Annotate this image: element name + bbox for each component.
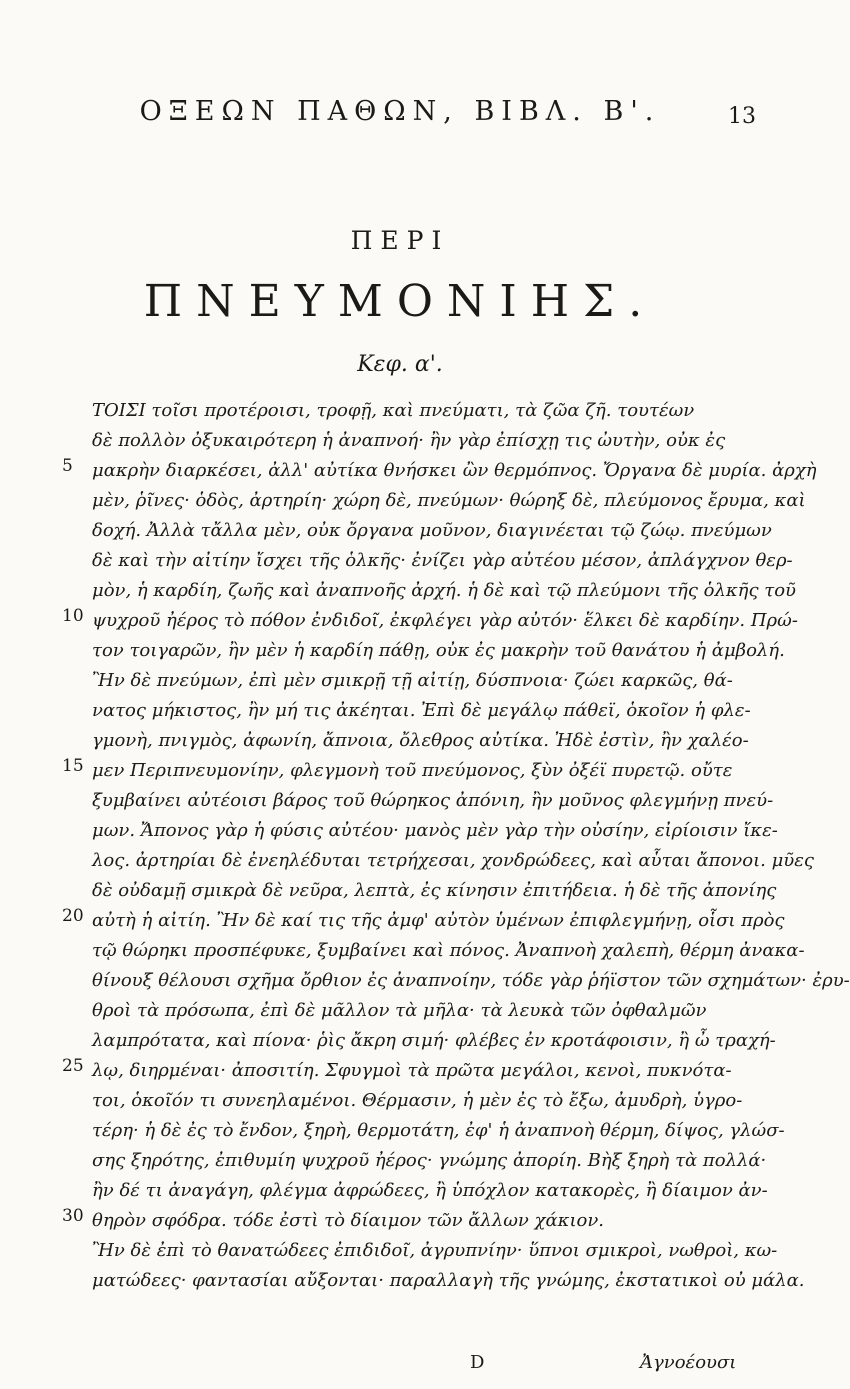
line-number: 20 (62, 906, 84, 926)
catchword: Ἀγνοέουσι (640, 1352, 737, 1373)
text-line: μακρὴν διαρκέσει, ἀλλ' αὐτίκα θνήσκει ὢν θερμόπνος. Ὄργανα δὲ μυρία. ἀρχὴ (92, 460, 817, 481)
text-line: αὐτὴ ἡ αἰτίη. Ἢν δὲ καί τις τῆς ἀμφ' αὐτὸν ὑμένων ἐπιφλεγμήνῃ, οἷσι πρὸς (92, 910, 785, 931)
text-line: Ἢν δὲ πνεύμων, ἐπὶ μὲν σμικρῇ τῇ αἰτίῃ, δύσπνοια· ζώει καρκῶς, θά- (92, 670, 733, 691)
running-head: ΟΞΕΩΝ ΠΑΘΩΝ, ΒΙΒΛ. Β'. (139, 96, 661, 127)
line-number: 15 (62, 756, 84, 776)
text-line: τον τοιγαρῶν, ἢν μὲν ἡ καρδίη πάθῃ, οὐκ ἐς μακρὴν τοῦ θανάτου ἡ ἀμβολή. (92, 640, 785, 661)
text-line: θίνουξ θέλουσι σχῆμα ὄρθιον ἐς ἀναπνοίην, τόδε γὰρ ῥήϊστον τῶν σχημάτων· ἐρυ- (92, 970, 850, 991)
text-line: μων. Ἄπονος γὰρ ἡ φύσις αὐτέου· μανὸς μὲν γὰρ τὴν οὐσίην, εἰρίοισιν ἴκε- (92, 820, 778, 841)
signature-mark: D (470, 1352, 485, 1373)
text-line: λαμπρότατα, καὶ πίονα· ῥὶς ἄκρη σιμή· φλέβες ἐν κροτάφοισιν, ἢ ὦ τραχή- (92, 1030, 776, 1051)
text-line: θροὶ τὰ πρόσωπα, ἐπὶ δὲ μᾶλλον τὰ μῆλα· τὰ λευκὰ τῶν ὀφθαλμῶν (92, 1000, 707, 1021)
text-line: δοχή. Ἀλλὰ τἄλλα μὲν, οὐκ ὄργανα μοῦνον, διαγινέεται τῷ ζώῳ. πνεύμων (92, 520, 772, 541)
text-line: σης ξηρότης, ἐπιθυμίη ψυχροῦ ἠέρος· γνώμης ἀπορίη. Βὴξ ξηρὴ τὰ πολλά· (92, 1150, 767, 1171)
text-line: τοι, ὁκοῖόν τι συνεηλαμένοι. Θέρμασιν, ἡ μὲν ἐς τὸ ἔξω, ἀμυδρὴ, ὑγρο- (92, 1090, 743, 1111)
line-number: 5 (62, 456, 73, 476)
text-line: ψυχροῦ ἠέρος τὸ πόθον ἐνδιδοῖ, ἐκφλέγει γὰρ αὐτόν· ἕλκει δὲ καρδίην. Πρώ- (92, 610, 798, 631)
text-line: τέρη· ἡ δὲ ἐς τὸ ἔνδον, ξηρὴ, θερμοτάτη, ἐφ' ἡ ἀναπνοὴ θέρμη, δίψος, γλώσ- (92, 1120, 785, 1141)
text-line: δὲ πολλὸν ὀξυκαιρότερη ἡ ἀναπνοή· ἢν γὰρ ἐπίσχῃ τις ὠυτὴν, οὐκ ἐς (92, 430, 726, 451)
text-line: μὸν, ἡ καρδίη, ζωῆς καὶ ἀναπνοῆς ἀρχή. ἡ δὲ καὶ τῷ πλεύμονι τῆς ὁλκῆς τοῦ (92, 580, 797, 601)
text-line: μὲν, ῥῖνες· ὁδὸς, ἀρτηρίη· χώρη δὲ, πνεύμων· θώρηξ δὲ, πλεύμονος ἔρυμα, καὶ (92, 490, 806, 511)
line-number: 30 (62, 1206, 84, 1226)
text-line: λῳ, διηρμέναι· ἀποσιτίη. Σφυγμοὶ τὰ πρῶτα μεγάλοι, κενοὶ, πυκνότα- (92, 1060, 732, 1081)
text-line: μεν Περιπνευμονίην, φλεγμονὴ τοῦ πνεύμονος, ξὺν ὀξέϊ πυρετῷ. οὔτε (92, 760, 733, 781)
text-line: θηρὸν σφόδρα. τόδε ἐστὶ τὸ δίαιμον τῶν ἄλλων χάκιον. (92, 1210, 605, 1231)
text-line: δὲ οὐδαμῇ σμικρὰ δὲ νεῦρα, λεπτὰ, ἐς κίνησιν ἐπιτήδεια. ἡ δὲ τῆς ἀπονίης (92, 880, 777, 901)
text-line: δὲ καὶ τὴν αἰτίην ἴσχει τῆς ὁλκῆς· ἐνίζει γὰρ αὐτέου μέσον, ἀπλάγχνον θερ- (92, 550, 793, 571)
text-line: ἢν δέ τι ἀναγάγη, φλέγμα ἀφρώδεες, ἢ ὑπόχλον κατακορὲς, ἢ δίαιμον ἀν- (92, 1180, 768, 1201)
text-line: τῷ θώρηκι προσπέφυκε, ξυμβαίνει καὶ πόνος. Ἀναπνοὴ χαλεπὴ, θέρμη ἀνακα- (92, 940, 805, 961)
text-line: Ἢν δὲ ἐπὶ τὸ θανατώδεες ἐπιδιδοῖ, ἀγρυπνίην· ὕπνοι σμικροὶ, νωθροὶ, κω- (92, 1240, 778, 1261)
text-line: ΤΟΙΣΙ τοῖσι προτέροισι, τροφῇ, καὶ πνεύματι, τὰ ζῶα ζῆ. τουτέων (92, 400, 695, 421)
text-line: λος. ἀρτηρίαι δὲ ἐνεηλέδυται τετρήχεσαι, χονδρώδεες, καὶ αὗται ἄπονοι. μῦες (92, 850, 814, 871)
section-title: ΠΝΕΥΜΟΝΙΗΣ. (143, 276, 657, 327)
section-peri: ΠΕΡΙ (350, 226, 450, 255)
line-number: 25 (62, 1056, 84, 1076)
text-line: νατος μήκιστος, ἢν μή τις ἀκέηται. Ἐπὶ δὲ μεγάλῳ πάθεϊ, ὁκοῖον ἡ φλε- (92, 700, 751, 721)
line-number: 10 (62, 606, 84, 626)
body-text (92, 396, 850, 1296)
text-line: γμονὴ, πνιγμὸς, ἀφωνίη, ἄπνοια, ὄλεθρος αὐτίκα. Ἠδὲ ἐστὶν, ἢν χαλέο- (92, 730, 749, 751)
text-line: ξυμβαίνει αὐτέοισι βάρος τοῦ θώρηκος ἀπόνιη, ἢν μοῦνος φλεγμήνῃ πνεύ- (92, 790, 774, 811)
text-line: ματώδεες· φαντασίαι αὔξονται· παραλλαγὴ τῆς γνώμης, ἐκστατικοὶ οὐ μάλα. (92, 1270, 805, 1291)
chapter-heading: Κεφ. α'. (357, 352, 443, 377)
page-number: 13 (728, 104, 756, 129)
